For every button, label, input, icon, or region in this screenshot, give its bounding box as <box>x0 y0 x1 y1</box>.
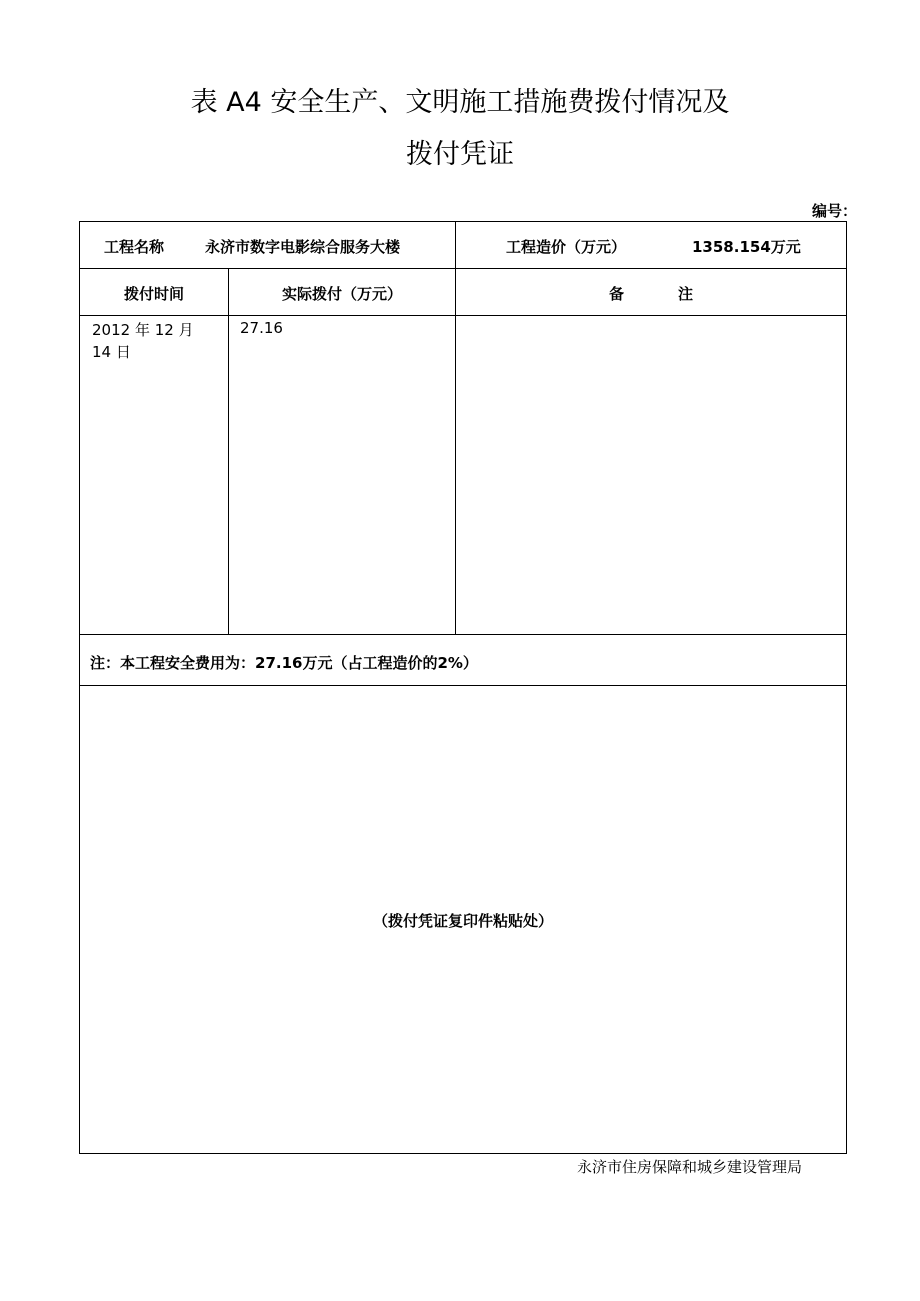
payment-time-cell <box>80 316 228 634</box>
header-remarks <box>455 269 847 315</box>
project-name-label: 工程名称 <box>104 238 165 256</box>
table-header-row <box>80 269 846 316</box>
document-title-line2: 拨付凭证 <box>406 139 514 170</box>
project-cost-cell <box>455 222 847 268</box>
serial-number-label: 编号： <box>812 202 858 220</box>
issuing-authority: 永济市住房保障和城乡建设管理局 <box>577 1158 803 1176</box>
project-cost-value: 1358.154万元 <box>692 238 801 256</box>
project-info-row <box>80 222 846 269</box>
header-actual-payment: 实际拨付（万元） <box>228 269 455 315</box>
payment-form-table <box>79 221 847 1154</box>
voucher-paste-label: （拨付凭证复印件粘贴处） <box>372 912 553 930</box>
project-cost-label: 工程造价（万元） <box>506 238 627 256</box>
voucher-paste-area <box>80 686 846 1153</box>
payment-time-line1: 2012 年 12 月 <box>92 321 194 339</box>
voucher-paste-row <box>80 686 846 1153</box>
header-remarks-char1: 备 <box>609 285 625 303</box>
safety-fee-note: 注：本工程安全费用为：27.16万元（占工程造价的2%） <box>90 654 478 672</box>
remarks-cell <box>455 316 847 634</box>
project-name-value: 永济市数字电影综合服务大楼 <box>205 238 401 256</box>
table-row <box>80 316 846 635</box>
project-name-cell <box>80 222 455 268</box>
document-title-line1: 表 A4 安全生产、文明施工措施费拨付情况及 <box>190 87 730 118</box>
actual-payment-cell: 27.16 <box>228 316 455 634</box>
header-remarks-char2: 注 <box>678 285 694 303</box>
payment-time-line2: 14 日 <box>92 343 131 361</box>
header-payment-time: 拨付时间 <box>123 285 184 303</box>
note-row <box>80 635 846 686</box>
